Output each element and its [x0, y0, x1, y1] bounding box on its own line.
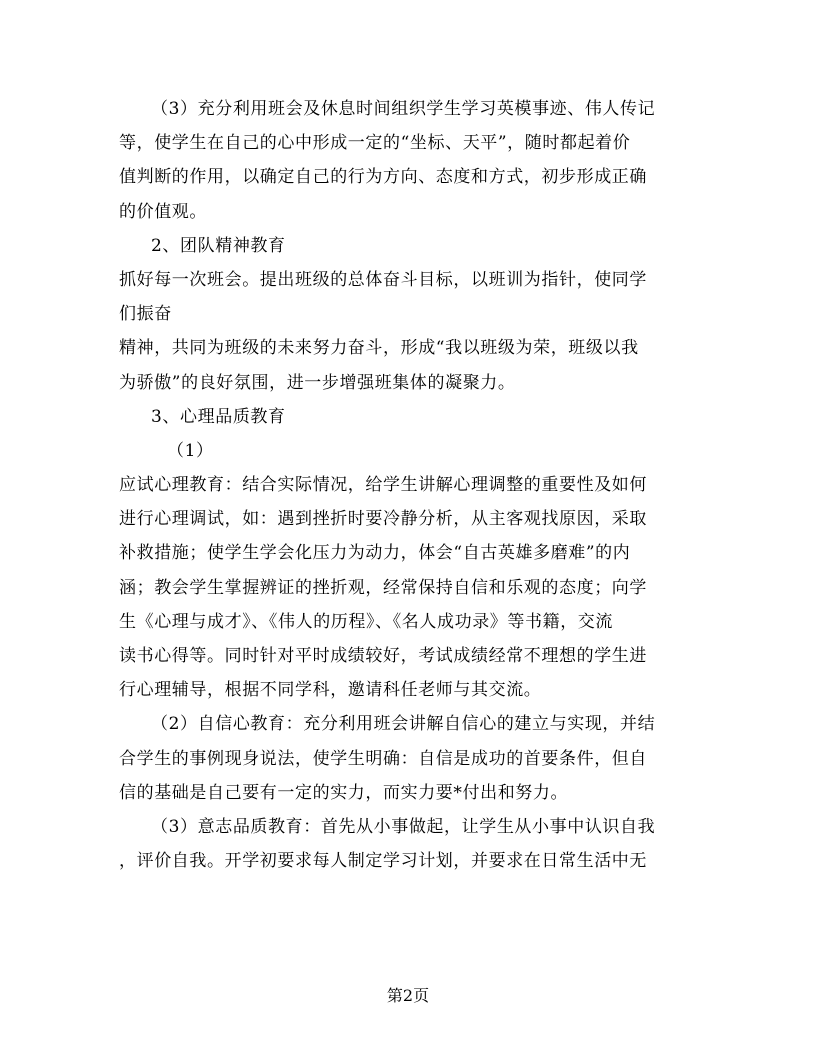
page-number: 第2页	[386, 986, 430, 1005]
paragraph-line: 信的基础是自己要有一定的实力，而实力要*付出和努力。	[119, 782, 569, 803]
paragraph-line: 等，使学生在自己的心中形成一定的“坐标、天平”，随时都起着价	[119, 133, 631, 154]
section-heading: 2、团队精神教育	[151, 235, 286, 256]
paragraph-line: 读书心得等。同时针对平时成绩较好，考试成绩经常不理想的学生进	[119, 646, 647, 666]
paragraph-line: 们振奋	[119, 304, 172, 325]
paragraph-line: 值判断的作用，以确定自己的行为方向、态度和方式，初步形成正确	[119, 167, 647, 188]
paragraph-line: 精神，共同为班级的未来努力奋斗，形成“我以班级为荣，班级以我	[119, 338, 639, 359]
paragraph-line: 合学生的事例现身说法，使学生明确：自信是成功的首要条件，但自	[119, 748, 647, 769]
paragraph-line: ，评价自我。开学初要求每人制定学习计划，并要求在日常生活中无	[119, 851, 647, 872]
paragraph-line: 生《心理与成才》、《伟人的历程》、《名人成功录》等书籍，交流	[119, 611, 613, 632]
document-body	[119, 92, 697, 878]
paragraph-line: 行心理辅导，根据不同学科，邀请科任老师与其交流。	[119, 680, 542, 701]
paragraph-line: （1）	[167, 440, 214, 461]
paragraph-line: 进行心理调试，如：遇到挫折时要冷静分析，从主客观找原因，采取	[119, 509, 647, 530]
paragraph-line: 的价值观。	[119, 201, 207, 222]
paragraph-line: 涵；教会学生掌握辨证的挫折观，经常保持自信和乐观的态度；向学	[119, 577, 647, 598]
paragraph-line: 应试心理教育：结合实际情况，给学生讲解心理调整的重要性及如何	[119, 475, 647, 496]
paragraph-line: 抓好每一次班会。提出班级的总体奋斗目标，以班训为指针，使同学	[119, 269, 647, 290]
paragraph-line: 补救措施；使学生学会化压力为动力，体会“自古英雄多磨难”的内	[119, 543, 631, 564]
paragraph-line: （2）自信心教育：充分利用班会讲解自信心的建立与实现，并结	[151, 714, 656, 735]
section-heading: 3、心理品质教育	[151, 406, 286, 427]
paragraph-line: （3）意志品质教育：首先从小事做起，让学生从小事中认识自我	[151, 816, 656, 837]
paragraph-line: 为骄傲”的良好氛围，进一步增强班集体的凝聚力。	[119, 372, 516, 393]
paragraph-line: （3）充分利用班会及休息时间组织学生学习英模事迹、伟人传记	[151, 99, 656, 119]
